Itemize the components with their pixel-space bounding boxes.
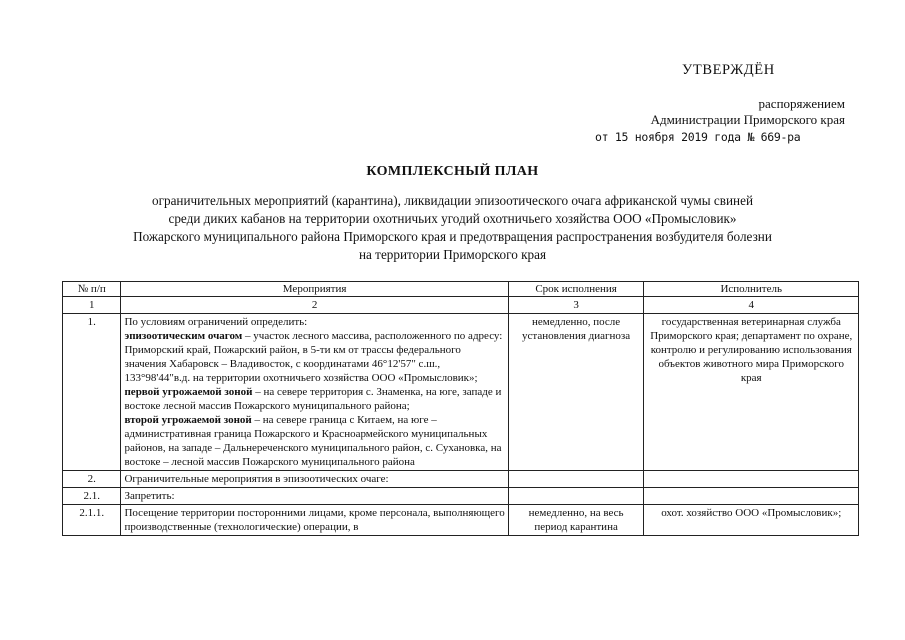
focus-definition — [124, 329, 504, 385]
deadline-cell: немедленно, на весь период карантина — [508, 505, 644, 536]
zone2-text: – на севере граница с Китаем, на юге – административная граница Пожарского и Красноармейского муниципальных районов, на западе – Дальнереченского муниципального район, с. Сухановка, на востоке – лесной массив Пожарского муниципального района — [124, 414, 502, 468]
row-number: 2.1.1. — [63, 505, 121, 536]
approval-block — [595, 96, 845, 145]
zone1-term: первой угрожаемой зоной — [124, 386, 253, 398]
plan-table — [62, 281, 859, 536]
table-row — [63, 314, 859, 471]
measure-cell — [121, 314, 508, 471]
deadline-cell: немедленно, после установления диагноза — [508, 314, 644, 471]
table-row — [63, 488, 859, 505]
zone1-text: – на севере территория с. Знаменка, на юге, западе и востоке лесной массив Пожарского муниципального района; — [124, 386, 502, 412]
subsection-heading: Запретить: — [121, 488, 508, 505]
document-subtitle — [60, 192, 845, 264]
subtitle-line: ограничительных мероприятий (карантина), ликвидации эпизоотического очага африканской чумы свиней — [151, 193, 753, 208]
subtitle-line: на территории Приморского края — [358, 247, 547, 262]
subtitle-line: Пожарского муниципального района Приморского края и предотвращения распространения возбудителя болезни — [133, 229, 772, 244]
empty-cell — [508, 471, 644, 488]
header-number: № п/п — [63, 282, 121, 297]
approval-title: УТВЕРЖДЁН — [682, 62, 775, 78]
table-row — [63, 505, 859, 536]
row-number: 2. — [63, 471, 121, 488]
measure-cell: Посещение территории посторонними лицами, кроме персонала, выполняющего производственные (технологические) операции, в — [121, 505, 508, 536]
empty-cell — [508, 488, 644, 505]
row-number: 1. — [63, 314, 121, 471]
row-number: 2.1. — [63, 488, 121, 505]
header-executor: Исполнитель — [644, 282, 859, 297]
measure-intro: По условиям ограничений определить: — [124, 316, 308, 328]
column-number: 2 — [121, 297, 508, 314]
section-heading: Ограничительные мероприятия в эпизоотических очаге: — [121, 471, 508, 488]
table-header-row — [63, 282, 859, 297]
zone2-definition — [124, 413, 504, 469]
approval-line-1: распоряжением — [758, 96, 845, 111]
document-title: КОМПЛЕКСНЫЙ ПЛАН — [366, 164, 539, 179]
header-measures: Мероприятия — [121, 282, 508, 297]
zone1-definition — [124, 385, 504, 413]
table-row — [63, 471, 859, 488]
column-number: 4 — [644, 297, 859, 314]
header-deadline: Срок исполнения — [508, 282, 644, 297]
column-number-row — [63, 297, 859, 314]
executor-cell: охот. хозяйство ООО «Промысловик»; — [644, 505, 859, 536]
zone2-term: второй угрожаемой зоной — [124, 414, 252, 426]
empty-cell — [644, 471, 859, 488]
focus-term: эпизоотическим очагом — [124, 330, 243, 342]
approval-line-2: Администрации Приморского края — [650, 112, 845, 127]
focus-text: – участок лесного массива, расположенного по адресу: Приморский край, Пожарский район, в 5-ти км от трассы федерального значения Хабаровск – Владивосток, с координатами 46°12'57" с.ш., 133°98'44"в.д. на территории охотничьего хозяйства ООО «Промысловик»; — [124, 330, 503, 384]
column-number: 1 — [63, 297, 121, 314]
approval-date: от 15 ноября 2019 года № 669-ра — [595, 130, 801, 144]
subtitle-line: среди диких кабанов на территории охотничьих угодий охотничьего хозяйства ООО «Промысловик» — [168, 211, 737, 226]
empty-cell — [644, 488, 859, 505]
executor-cell: государственная ветеринарная служба Приморского края; департамент по охране, контролю и регулированию использования объектов животного мира Приморского края — [644, 314, 859, 471]
column-number: 3 — [508, 297, 644, 314]
